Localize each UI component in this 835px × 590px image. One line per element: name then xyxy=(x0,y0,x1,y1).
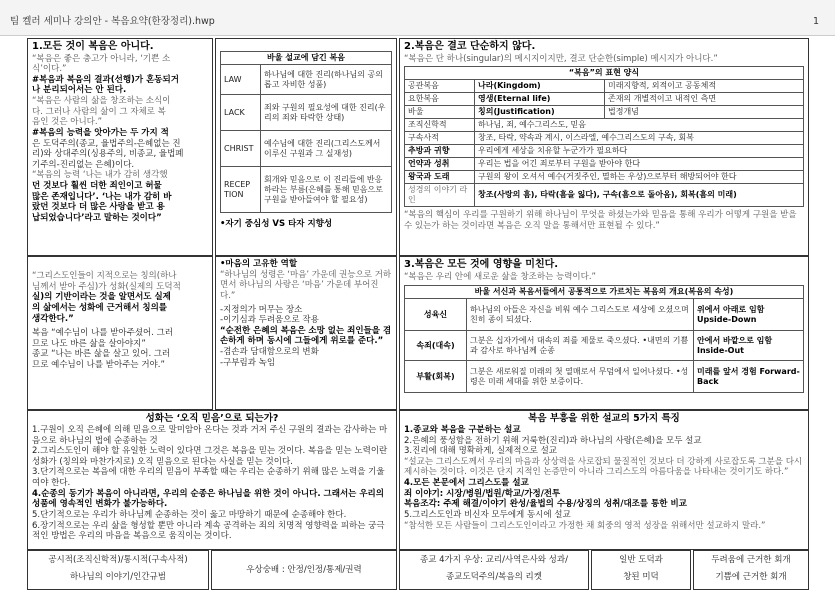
s4-line: 6.장기적으로는 우리 삶을 형성할 뿐만 아니라 계속 공격하는 죄의 치명적 영향력을 피하는 궁극적인 방법은 우리의 마음을 복음으로 움직이는 것이다. xyxy=(32,520,385,542)
left2-line: 복음 “예수님이 나를 받아주셨어. 그러 xyxy=(32,328,174,339)
forms-cell: 공관복음 xyxy=(405,80,475,93)
paul-sermon-box xyxy=(215,38,397,256)
section-4-heading: 성화는 ‘오직 믿음’으로 되는가? xyxy=(145,413,279,424)
s1-line: 리)와 상대주의(싱용주의, 비종교, 율법폐 xyxy=(32,149,184,160)
forms-cell: 창조, 타락, 약속과 계시, 이스라엘, 예수그리스도의 구속, 회복 xyxy=(475,132,804,145)
outline-cell: 성육신 xyxy=(405,299,467,331)
s1-line: 랐던 것보다 더 많은 사랑을 받고 용 xyxy=(32,202,165,213)
left2-line: 므로 예수님이 나를 받아주는 거야.” xyxy=(32,360,165,370)
left2-line: 실)의 기반이라는 것을 알면서도 실제 xyxy=(32,292,171,303)
footer-text: 하나님의 이야기/인간규범 xyxy=(70,571,166,582)
outline-cell: 부활(회복) xyxy=(405,361,467,393)
outline-cell: 안에서 바깥으로 임함 Inside-Out xyxy=(694,331,804,361)
section-4 xyxy=(27,410,397,550)
forms-cell: 존재의 개별적이고 내적인 측면 xyxy=(605,93,804,106)
heart-line: -구부림과 녹임 xyxy=(220,357,276,368)
s1-line: 나 분리되어서는 안 된다. xyxy=(32,85,127,96)
outline-title: 바울 서신과 복음서들에서 공통적으로 가르치는 복음의 개요(복음의 속성) xyxy=(405,286,804,299)
footer-cell-3 xyxy=(399,550,589,590)
footer-cell-5 xyxy=(693,550,809,590)
forms-cell: 구속사적 xyxy=(405,132,475,145)
s4-line: 3.단기적으로는 복음에 대한 우리의 믿음이 부족할 때는 우리는 순종하기 위해 많은 노력을 기울여야 한다. xyxy=(32,467,385,488)
forms-cell: 영생(Eternal life) xyxy=(475,93,605,106)
outline-cell: 속죄(대속) xyxy=(405,331,467,361)
footer-text: 우상숭배 : 안정/인정/통제/권력 xyxy=(246,565,362,575)
forms-cell: 법정개념 xyxy=(605,106,804,119)
s1-line: 음인 것은 아니다.” xyxy=(32,117,102,128)
s1-line: “복음은 좋은 충고가 아니라, ‘기쁜 소 xyxy=(32,53,171,64)
gospel-outline-table xyxy=(404,285,804,393)
forms-cell: 칭의(Justification) xyxy=(475,106,605,119)
paul-key: LAW xyxy=(221,65,261,95)
paul-desc: 예수님에 대한 진리(그리스도께서 이루신 구원과 그 실재성) xyxy=(261,131,392,167)
s5-line: 5.그리스도인과 비신자 모두에게 동시에 설교 xyxy=(404,509,571,520)
heart-line: -이기심과 두려움으로 작용 xyxy=(220,315,319,326)
s5-line: 죄 이야기: 시장/병원/법원/학교/가정/전투 xyxy=(404,488,561,499)
left2-line: 종교 “나는 바른 삶을 살고 있어. 그러 xyxy=(32,349,171,360)
s5-line: 3.진리에 대해 명확하게, 실제적으로 설교 xyxy=(404,446,557,457)
s1-line: #복음의 능력을 앗아가는 두 가지 적 xyxy=(32,127,169,138)
forms-cell: 바울 xyxy=(405,106,475,119)
footer-cell-1 xyxy=(27,550,209,590)
footer-text: 기쁨에 근거한 회개 xyxy=(715,571,787,582)
window-titlebar xyxy=(0,0,835,36)
forms-cell: 미래지향적, 외적이고 공동체적 xyxy=(605,80,804,93)
forms-cell: 언약과 성취 xyxy=(405,158,475,171)
forms-cell: 추방과 귀향 xyxy=(405,145,475,158)
footer-text: 종교 4가지 우상: 교리/사역은사와 성과/ xyxy=(420,555,568,565)
s1-line: #복음과 복음의 결과(선행)가 혼동되거 xyxy=(32,74,179,85)
s1-line: 납되었습니다’라고 말하는 것이다” xyxy=(32,212,162,223)
left2-line: “그리스도인들이 지적으로는 칭의(하나 xyxy=(32,271,177,281)
heart-line: -지정의가 머무는 장소 xyxy=(220,304,303,315)
heart-line: “하나님의 성령은 ‘마음’ 가운데 권능으로 거하면서 하나님의 사랑은 ‘마음’ 가운데 부어진다.” xyxy=(220,269,392,301)
s1-line: 많은 존재입니다’. ‘나는 내가 감히 바 xyxy=(32,191,172,202)
s1-line: 은 도덕주의(종교, 율법주의-은혜없는 진 xyxy=(32,138,181,149)
section-5 xyxy=(399,410,809,550)
s1-line: 던 것보다 훨씬 더한 죄인이고 허물 xyxy=(32,181,162,191)
story-label: 성경의 이야기 라인 xyxy=(405,184,475,207)
forms-cell: 우리에게 세상을 치유할 누군가가 필요하다 xyxy=(475,145,804,158)
paul-desc: 하나님에 대한 진리(하나님의 공의롭고 자비한 성품) xyxy=(261,65,392,95)
s4-line: 5.단기적으로는 우리가 하나님께 순종하는 것이 옳고 마땅하기 때문에 순종해야 한다. xyxy=(32,509,347,520)
outline-cell: 위에서 아래로 임함 Upside-Down xyxy=(694,299,804,331)
forms-cell: 조직신학적 xyxy=(405,119,475,132)
paul-key: LACK xyxy=(221,95,261,131)
heart-line: “순전한 은혜의 복음은 소망 없는 죄인들을 겸손하게 하며 동시에 그들에게 위로를 준다.” xyxy=(220,325,392,347)
heart-box xyxy=(215,256,397,410)
s2-intro: “복음은 단 하나(singular)의 메시지이지만, 결코 단순한(simple) 메시지가 아니다.” xyxy=(404,53,718,64)
section-1 xyxy=(27,38,213,256)
footer-text: 두려움에 근거한 회개 xyxy=(711,555,791,565)
s5-line: 4.모든 본문에서 그리스도를 설교 xyxy=(404,478,529,488)
left2-line: 님께서 받아 주심)가 성화(실제의 도덕적 xyxy=(32,281,181,292)
left2-line: 생각한다.” xyxy=(32,313,74,324)
story-text: 창조(사랑의 흠), 타락(흠을 잃다), 구속(흠으로 돌아옴), 회복(흠의 미래) xyxy=(475,184,804,207)
s1-line: “복음의 능력 ‘나는 내가 감히 생각했 xyxy=(32,170,168,181)
paul-desc: 죄와 구원의 필요성에 대한 진리(우리의 죄와 타락한 상태) xyxy=(261,95,392,131)
heart-line: -겸손과 담대함으로의 변화 xyxy=(220,347,319,357)
footer-text: 종교도덕주의/복음의 리켓 xyxy=(446,571,542,582)
section-3 xyxy=(399,256,809,410)
s5-line: “참석한 모든 사람들이 그리스도인이라고 가정한 채 회중의 영적 성장을 위해서만 설교하지 말라.” xyxy=(404,520,766,531)
paul-desc: 회개와 믿음으로 이 진리들에 반응하라는 부름(은혜를 통해 믿음으로 구원을 받아들여야 할 필요성) xyxy=(261,167,392,213)
section-2 xyxy=(399,38,809,256)
outline-cell: 하나님의 아들은 자신을 비워 예수 그리스도로 세상에 오셨으며 친히 종이 되셨다. xyxy=(467,299,694,331)
section-3-heading: 3.복음은 모든 것에 영향을 미친다. xyxy=(404,259,559,270)
s1-line: 다. 그러나 사람의 삶이 그 자체로 복 xyxy=(32,106,166,117)
s3-intro: “복음은 우리 안에 새로운 삶을 창조하는 능력이다.” xyxy=(404,271,596,282)
section-1-heading: 1.모든 것이 복음은 아니다. xyxy=(32,41,154,52)
gospel-forms-title: “복음”의 표현 양식 xyxy=(405,67,804,80)
window-title: 팀 켈러 세미나 강의안 - 복음요약(한장정리).hwp xyxy=(10,16,215,27)
left2-line: 의 삶에서는 성화에 근거해서 칭의를 xyxy=(32,302,168,313)
s1-line: 식’이다.” xyxy=(32,64,67,75)
section-2-heading: 2.복음은 결코 단순하지 않다. xyxy=(404,41,536,52)
s4-line: 1.구원이 오직 은혜에 의해 믿음으로 말미암아 온다는 것과 거저 주신 구원의 결과는 감사하는 마음으로 하나님의 법에 순종하는 것 xyxy=(32,424,388,446)
page-number: 1 xyxy=(812,16,819,27)
forms-cell: 나라(Kingdom) xyxy=(475,80,605,93)
paul-footer: •자기 중심성 VS 타자 지향성 xyxy=(220,219,333,229)
footer-cell-4 xyxy=(591,550,691,590)
section-5-heading: 복음 부흥을 위한 설교의 5가지 특징 xyxy=(528,413,680,424)
outline-cell: 그분은 십자가에서 대속의 죄를 제물로 죽으셨다. •내면의 기쁨과 감사로 하나님께 순종 xyxy=(467,331,694,361)
s1-line: 기주의-진리없는 은혜)이다. xyxy=(32,159,135,170)
s5-line: 복음조각: 주제 해결/이야기 완성/율법의 수용/상징의 성취/대조를 통한 비교 xyxy=(404,499,687,510)
footer-text: 공시적(조직신학적)/통시적(구속사적) xyxy=(48,555,188,565)
sanctification-note xyxy=(27,256,213,410)
outline-cell: 그분은 새로워질 미래의 첫 열매로서 무덤에서 일어나셨다. •성령은 미래 세대를 위한 보증이다. xyxy=(467,361,694,393)
forms-cell: 우리는 법을 어긴 죄로부터 구원을 받아야 한다 xyxy=(475,158,804,171)
heart-heading: •마음의 고유한 역할 xyxy=(220,259,298,269)
forms-cell: 하나님, 죄, 예수그리스도, 믿음 xyxy=(475,119,804,132)
paul-key: CHRIST xyxy=(221,131,261,167)
outline-cell: 미래를 앞서 경험 Forward-Back xyxy=(694,361,804,393)
footer-text: 창된 미덕 xyxy=(623,571,659,582)
paul-sermon-table xyxy=(220,51,392,213)
s1-line: “복음은 사람의 삶을 창조하는 소식이 xyxy=(32,96,171,106)
s4-line: 4.순종의 동기가 복음이 아니라면, 우리의 순종은 하나님을 위한 것이 아니다. 그래서는 우리의 성품에 영속적인 변화가 불가능하다. xyxy=(32,488,384,510)
forms-cell: 요한복음 xyxy=(405,93,475,106)
document-sheet xyxy=(27,38,809,590)
paul-table-header: 바울 설교에 담긴 복음 xyxy=(221,52,392,65)
gospel-forms-table xyxy=(404,66,804,207)
footer-text: 일반 도덕과 xyxy=(619,555,663,565)
footer-cell-2 xyxy=(211,550,397,590)
paul-key: RECEP TION xyxy=(221,167,261,213)
s5-line: “설교는 그리스도께서 우리의 마음과 상상력을 사로잡되 물질적인 것보다 더 강하게 사로잡도록 그분을 다시 제시하는 것이다. 이것은 단지 지적인 논증만이 아니라 그리스도의 아름다움을 나타내는 것이기도 하다.” xyxy=(404,456,803,478)
s2-body: “복음의 핵심이 우리를 구원하기 위해 하나님이 무엇을 하셨는가와 믿음을 통해 우리가 어떻게 구원을 받을 수 있는가 하는 것이라면 복음은 오직 말을 통해서만 표현될 수 있다.” xyxy=(404,210,797,231)
forms-cell: 왕국과 도래 xyxy=(405,171,475,184)
forms-cell: 구원의 왕이 오셔서 예수(거짓주인, 멸하는 우상)으로부터 해방되어야 한다 xyxy=(475,171,804,184)
s4-line: 2.그리스도인이 해야 할 유일한 노력이 있다면 그것은 복음을 믿는 것이다. 복음을 믿는 노력이란 성화가 (칭의와 마찬가지로) 오직 믿음으로 된다는 사실을 믿는 것이다. xyxy=(32,446,388,467)
s5-line: 2.은혜의 풍성함을 전하기 위해 거룩한(진리)과 하나님의 사랑(은혜)을 모두 설교 xyxy=(404,435,702,446)
s5-line: 1.종교와 복음을 구분하는 설교 xyxy=(404,424,521,435)
left2-line: 므로 나도 바른 삶을 살아야지” xyxy=(32,338,146,349)
